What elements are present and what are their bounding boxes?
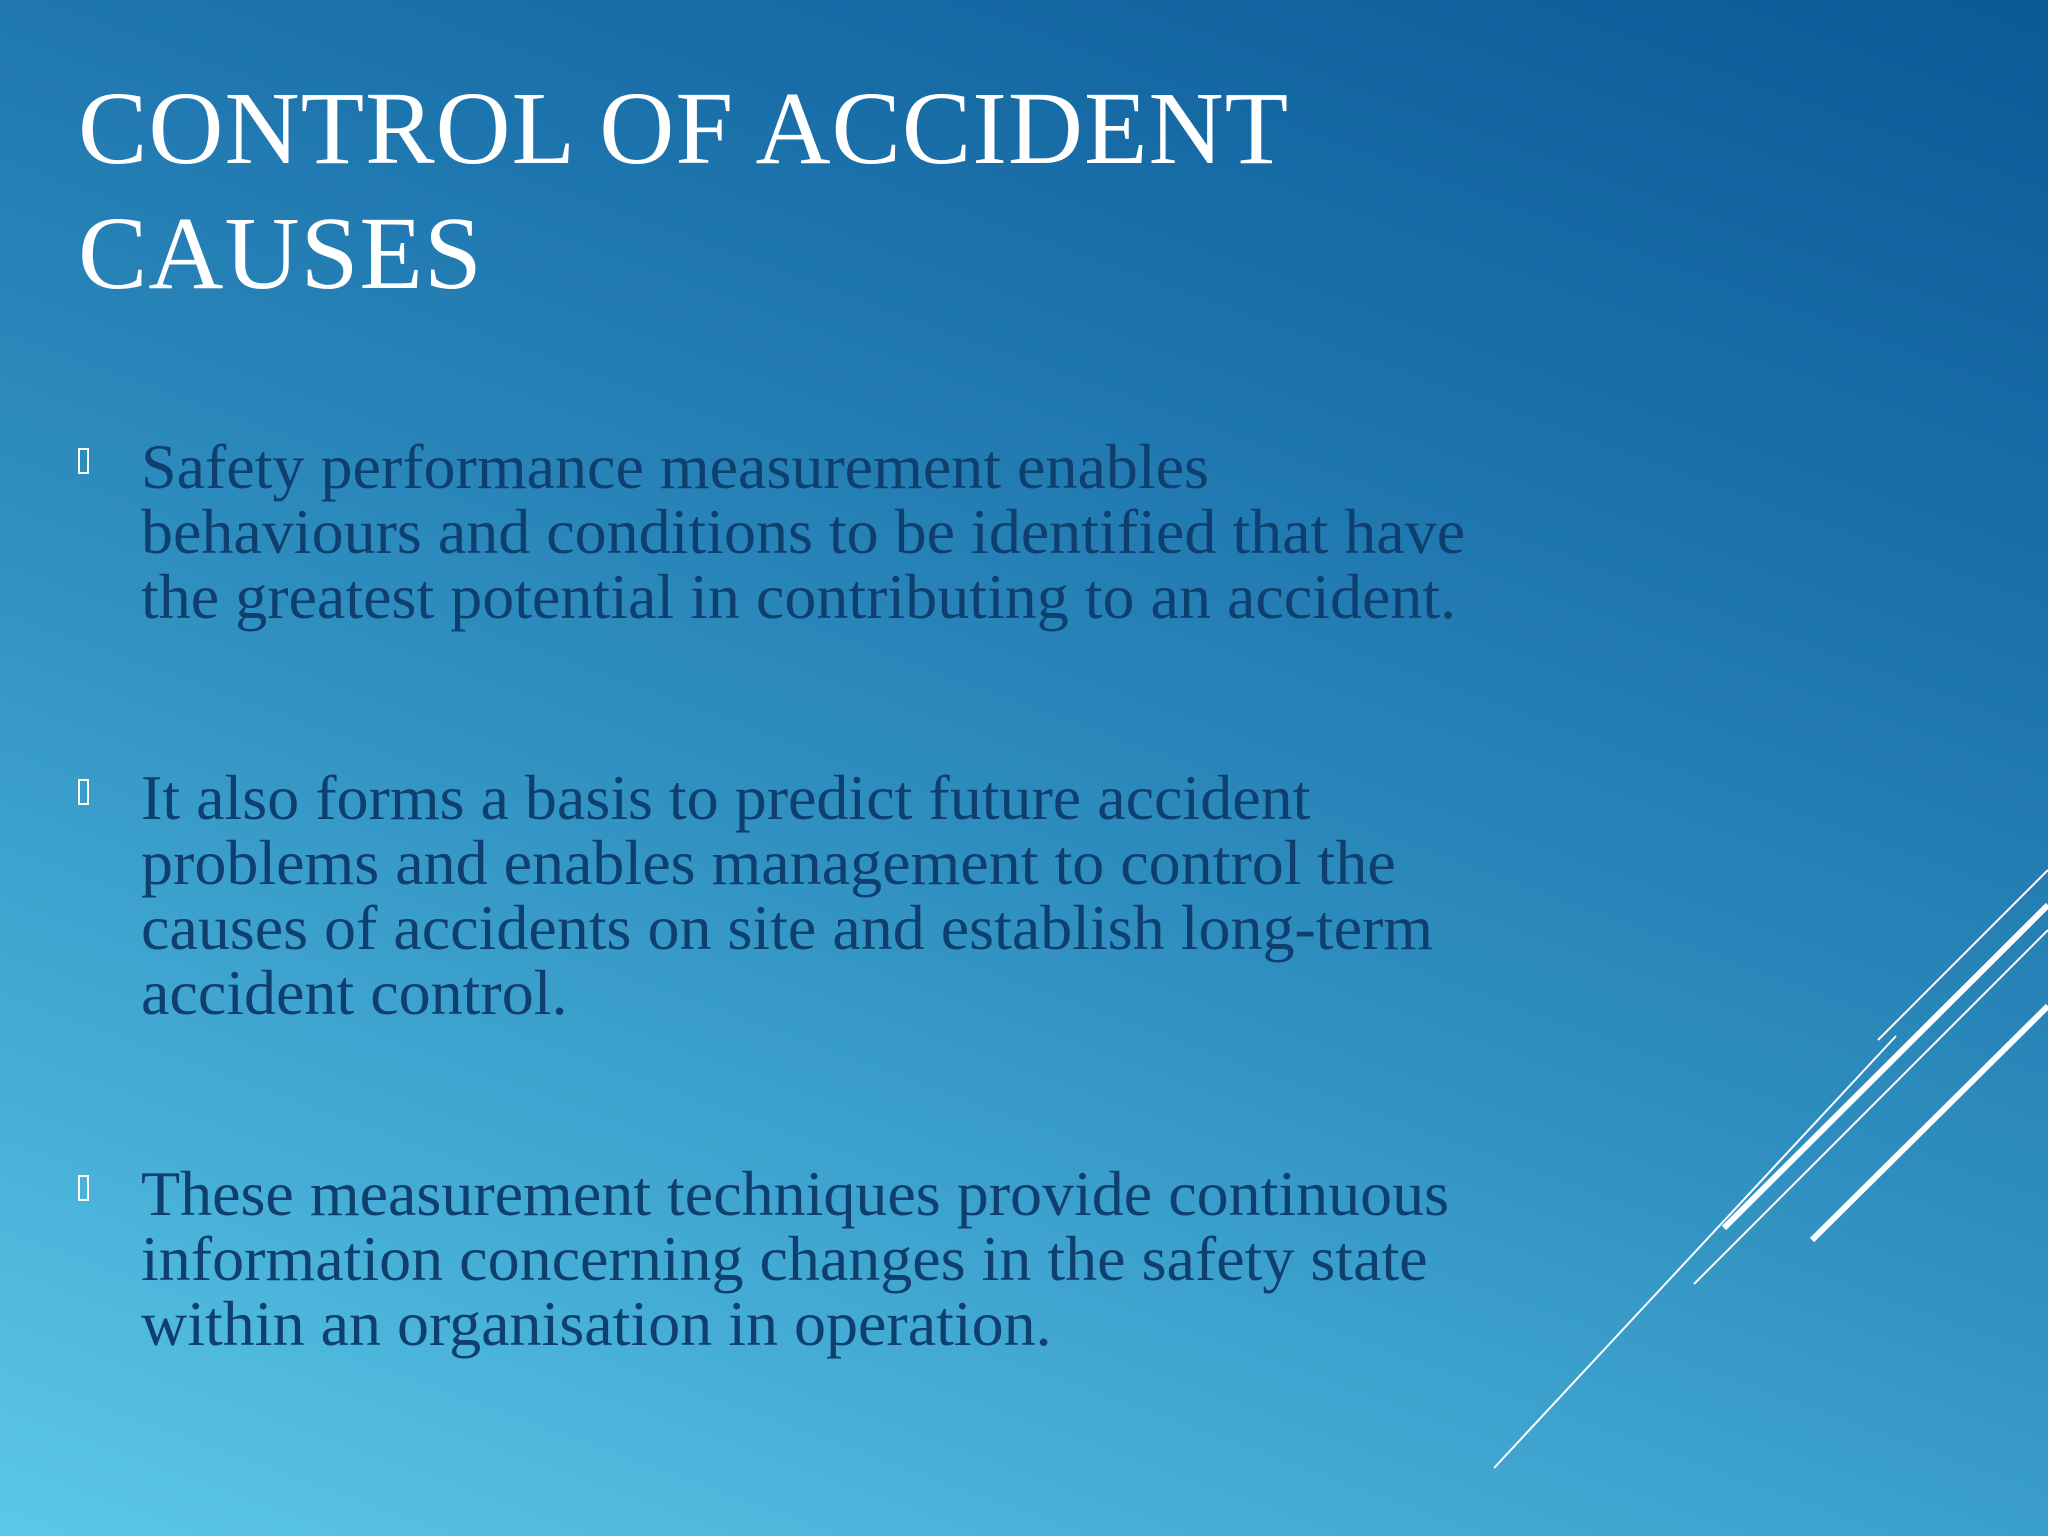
- decor-line: [1724, 905, 2048, 1228]
- bullet-item: [78, 762, 1498, 1028]
- decor-line: [1494, 1036, 1896, 1468]
- bullet-icon: [78, 779, 89, 805]
- bullet-text: These measurement techniques provide continuous information concerning changes in the safety state within an organisation in operation.: [141, 1158, 1450, 1359]
- bullet-item: [78, 1158, 1498, 1359]
- bullet-list: [78, 431, 1498, 1359]
- bullet-text: It also forms a basis to predict future accident problems and enables management to control the causes of accidents on site and establish long-term accident control.: [141, 762, 1434, 1028]
- decor-line: [1878, 870, 2048, 1040]
- bullet-icon: [78, 1175, 89, 1201]
- slide-title: CONTROL OF ACCIDENT CAUSES: [78, 71, 1288, 311]
- decor-line: [1812, 1006, 2048, 1240]
- bullet-text: Safety performance measurement enables behaviours and conditions to be identified that have the greatest potential in contributing to an accident.: [141, 431, 1466, 632]
- bullet-icon: [78, 448, 89, 474]
- decor-line: [1694, 930, 2048, 1284]
- bullet-item: [78, 431, 1498, 632]
